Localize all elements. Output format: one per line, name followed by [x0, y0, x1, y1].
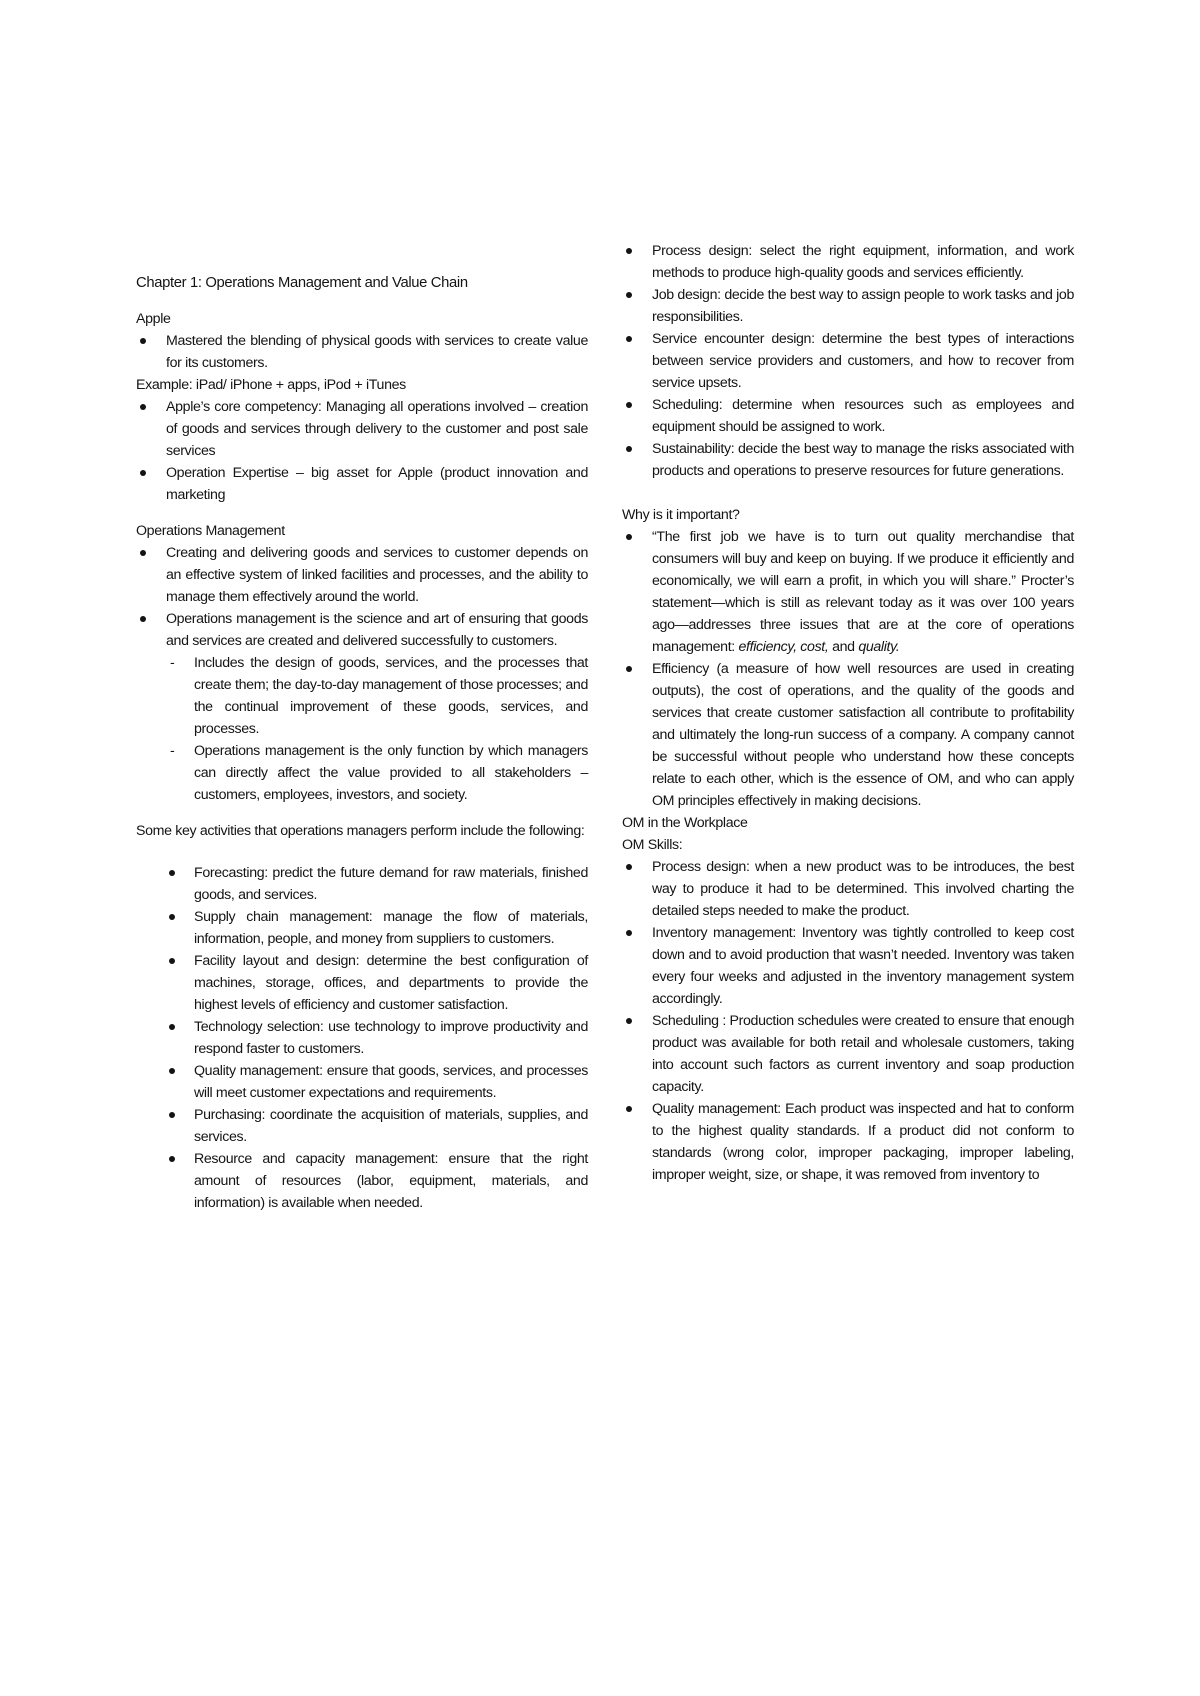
list-item: Apple’s core competency: Managing all operations involved – creation of goods and services through delivery to the customer and post sale services — [136, 396, 588, 462]
list-item: Facility layout and design: determine the best configuration of machines, storage, offices, and departments to provide the highest levels of efficiency and customer satisfaction. — [136, 950, 588, 1016]
left-column — [136, 272, 588, 1214]
list-item: Quality management: ensure that goods, services, and processes will meet customer expectations and requirements. — [136, 1060, 588, 1104]
activities-list-continued — [622, 240, 1074, 482]
why-cost: cost, — [800, 639, 829, 655]
right-column — [622, 240, 1074, 1186]
why-quote: “The first job we have is to turn out quality merchandise that consumers will buy and keep on buying. If we produce it efficiently and economically, we will earn a profit, in which you will share.” Procter’s statement—which is still as relevant today as it was over 100 years ago—addresses three issues that are at the core of operations management: — [652, 529, 1074, 655]
list-item: Supply chain management: manage the flow of materials, information, people, and money from suppliers to customers. — [136, 906, 588, 950]
why-heading: Why is it important? — [622, 507, 740, 523]
list-item: Process design: when a new product was to be introduces, the best way to produce it had to be determined. This involved charting the detailed steps needed to make the product. — [622, 856, 1074, 922]
list-item: Mastered the blending of physical goods with services to create value for its customers. — [136, 330, 588, 374]
why-and: and — [832, 639, 855, 655]
list-item: Resource and capacity management: ensure that the right amount of resources (labor, equipment, materials, and information) is available when needed. — [136, 1148, 588, 1214]
list-item: Sustainability: decide the best way to manage the risks associated with products and operations to preserve resources for future generations. — [622, 438, 1074, 482]
list-item: Creating and delivering goods and services to customer depends on an effective system of linked facilities and processes, and the ability to manage them effectively around the world. — [136, 542, 588, 608]
apple-list-2 — [136, 396, 588, 506]
list-item: Quality management: Each product was inspected and hat to conform to the highest quality standards. If a product did not conform to standards (wrong color, improper packaging, improper labeling, improper weight, size, or shape, it was removed from inventory to — [622, 1098, 1074, 1186]
skills-list — [622, 856, 1074, 1186]
list-item: - Includes the design of goods, services, and the processes that create them; the day-to-day management of those processes; and the continual improvement of these goods, services, and processes. — [166, 652, 588, 740]
example-line: Example: iPad/ iPhone + apps, iPod + iTunes — [136, 377, 406, 393]
list-item: Technology selection: use technology to improve productivity and respond faster to customers. — [136, 1016, 588, 1060]
list-item: Forecasting: predict the future demand for raw materials, finished goods, and services. — [136, 862, 588, 906]
list-item: Operation Expertise – big asset for Apple (product innovation and marketing — [136, 462, 588, 506]
why-quality: quality. — [858, 639, 900, 655]
activities-list — [136, 862, 588, 1214]
list-item: Inventory management: Inventory was tightly controlled to keep cost down and to avoid production that wasn’t needed. Inventory was taken every four weeks and adjusted in the inventory management system accordingly. — [622, 922, 1074, 1010]
list-item: Purchasing: coordinate the acquisition of materials, supplies, and services. — [136, 1104, 588, 1148]
list-item: - Operations management is the only function by which managers can directly affect the value provided to all stakeholders – customers, employees, investors, and society. — [166, 740, 588, 806]
list-item: Scheduling: determine when resources such as employees and equipment should be assigned to work. — [622, 394, 1074, 438]
why-list — [622, 526, 1074, 812]
apple-heading: Apple — [136, 311, 171, 327]
om-sub-list — [166, 652, 588, 806]
list-item: Job design: decide the best way to assign people to work tasks and job responsibilities. — [622, 284, 1074, 328]
apple-list-1 — [136, 330, 588, 374]
om-heading: Operations Management — [136, 523, 285, 539]
workplace-heading: OM in the Workplace — [622, 815, 748, 831]
why-efficiency: efficiency, — [738, 639, 797, 655]
list-item: Scheduling : Production schedules were created to ensure that enough product was available for both retail and wholesale customers, taking into account such factors as current inventory and soap production capacity. — [622, 1010, 1074, 1098]
list-item — [622, 526, 1074, 658]
list-item: Service encounter design: determine the best types of interactions between service providers and customers, and how to recover from service upsets. — [622, 328, 1074, 394]
list-item: Operations management is the science and art of ensuring that goods and services are created and delivered successfully to customers. — [136, 608, 588, 652]
chapter-title: Chapter 1: Operations Management and Value Chain — [136, 275, 468, 291]
skills-heading: OM Skills: — [622, 837, 683, 853]
activities-intro: Some key activities that operations managers perform include the following: — [136, 823, 585, 839]
om-list — [136, 542, 588, 652]
list-item: Process design: select the right equipment, information, and work methods to produce high-quality goods and services efficiently. — [622, 240, 1074, 284]
list-item: Efficiency (a measure of how well resources are used in creating outputs), the cost of operations, and the quality of the goods and services that create customer satisfaction all contribute to profitability and ultimately the long-run success of a company. A company cannot be successful without people who understand how these concepts relate to each other, which is the essence of OM, and who can apply OM principles effectively in making decisions. — [622, 658, 1074, 812]
